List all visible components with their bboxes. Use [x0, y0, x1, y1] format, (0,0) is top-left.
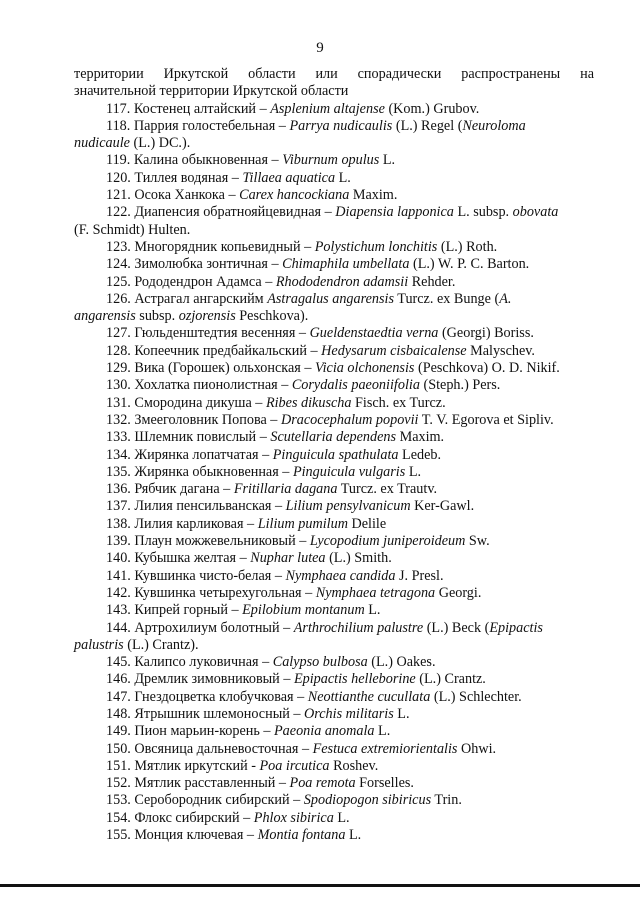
entry-text: Калипсо луковичная – — [130, 654, 273, 671]
entry-number: 125. — [106, 273, 131, 290]
list-item-line — [74, 360, 594, 377]
latin-name: palustris — [74, 636, 124, 653]
list-item — [74, 291, 594, 326]
entry-text: Паррия голостебельная – — [130, 117, 290, 134]
entry-text: (Steph.) Pers. — [419, 377, 501, 394]
list-item — [74, 360, 594, 377]
latin-name: Viburnum opulus — [282, 152, 380, 169]
list-item-line — [74, 429, 594, 446]
entry-number: 150. — [106, 740, 131, 757]
entry-text: Тиллея водяная – — [130, 169, 243, 186]
entry-number: 155. — [106, 827, 131, 844]
entry-text: Ятрышник шлемоносный – — [130, 705, 305, 722]
entry-text: Дремлик зимовниковый – — [130, 671, 294, 688]
entry-text: Копеечник предбайкальский – — [130, 342, 322, 359]
list-item — [74, 654, 594, 671]
list-item-line — [74, 827, 594, 844]
latin-name: Parrya nudicaulis — [289, 117, 393, 134]
latin-name: Epipactis — [489, 619, 543, 636]
list-item-line — [74, 654, 594, 671]
entry-number: 132. — [106, 411, 131, 428]
list-item — [74, 620, 594, 655]
latin-name: Vicia olchonensis — [314, 360, 415, 377]
entry-text: Астрагал ангарскийм — [130, 290, 268, 307]
list-item-continuation — [74, 135, 594, 152]
entry-text: Fisch. ex Turcz. — [351, 394, 446, 411]
list-item-line — [74, 620, 594, 637]
entry-text: (F. Schmidt) Hulten. — [74, 221, 191, 238]
entry-text: Кувшинка чисто-белая – — [130, 567, 286, 584]
list-item-line — [74, 204, 594, 221]
list-item-line — [74, 792, 594, 809]
list-item-line — [74, 412, 594, 429]
latin-name: Calypso bulbosa — [272, 654, 368, 671]
entry-text: L. — [393, 705, 410, 722]
list-item — [74, 533, 594, 550]
latin-name: Paeonia anomala — [274, 723, 375, 740]
entry-number: 123. — [106, 238, 131, 255]
list-item — [74, 412, 594, 429]
entry-text: Жирянка лопатчатая – — [130, 446, 273, 463]
list-item — [74, 550, 594, 567]
list-item — [74, 447, 594, 464]
entry-text: Флокс сибирский – — [130, 809, 254, 826]
entry-text: Кипрей горный – — [130, 602, 243, 619]
entry-text: L. — [335, 169, 351, 186]
list-item-line — [74, 239, 594, 256]
list-item-line — [74, 291, 594, 308]
list-item-line — [74, 568, 594, 585]
list-item — [74, 775, 594, 792]
list-item-line — [74, 602, 594, 619]
intro-paragraph — [74, 66, 594, 101]
entry-text: (L.) Roth. — [437, 238, 498, 255]
entry-text: Maxim. — [349, 187, 398, 204]
latin-name: Hedysarum cisbaicalense — [321, 342, 467, 359]
document-body — [74, 66, 594, 844]
latin-name: ozjorensis — [178, 308, 236, 325]
entry-number: 143. — [106, 602, 131, 619]
entry-text: (L.) Smith. — [325, 550, 392, 567]
latin-name: Diapensia lapponica — [335, 204, 454, 221]
latin-name: Orchis militaris — [304, 705, 394, 722]
page-bottom-border — [0, 884, 640, 887]
entry-text: (Kom.) Grubov. — [384, 100, 480, 117]
intro-line-2: значительной территории Иркутской области — [74, 83, 349, 100]
entry-text: Хохлатка пионолистная – — [130, 377, 292, 394]
list-item-line — [74, 343, 594, 360]
entry-number: 144. — [106, 619, 131, 636]
entry-text: Мятлик иркутский - — [130, 757, 260, 774]
entry-text: Rehder. — [408, 273, 456, 290]
entry-number: 124. — [106, 256, 131, 273]
latin-name: Pinguicula spathulata — [272, 446, 399, 463]
list-item — [74, 792, 594, 809]
entry-text: Malyschev. — [466, 342, 535, 359]
entry-number: 149. — [106, 723, 131, 740]
entry-text: L. — [333, 809, 350, 826]
list-item-line — [74, 325, 594, 342]
entry-number: 126. — [106, 290, 131, 307]
list-item-line — [74, 377, 594, 394]
list-item — [74, 118, 594, 153]
entry-text: Монция ключевая – — [130, 827, 258, 844]
entry-number: 134. — [106, 446, 131, 463]
list-item-line — [74, 758, 594, 775]
list-item — [74, 516, 594, 533]
list-item — [74, 395, 594, 412]
list-item-line — [74, 447, 594, 464]
entry-number: 140. — [106, 550, 131, 567]
list-item-line — [74, 101, 594, 118]
entry-number: 130. — [106, 377, 131, 394]
list-item — [74, 585, 594, 602]
latin-name: Epilobium montanum — [242, 602, 365, 619]
entry-text: Peschkova). — [235, 308, 309, 325]
entry-text: Змееголовник Попова – — [130, 411, 281, 428]
entry-text: (L.) Beck ( — [423, 619, 490, 636]
latin-name: Poa remota — [289, 775, 356, 792]
entry-text: (L.) Crantz. — [415, 671, 486, 688]
latin-name: angarensis — [74, 308, 136, 325]
latin-name: Lilium pensylvanicum — [285, 498, 411, 515]
latin-name: Carex hancockiana — [239, 187, 350, 204]
entry-text: Шлемник повислый – — [130, 429, 271, 446]
list-item — [74, 741, 594, 758]
list-item — [74, 152, 594, 169]
list-item — [74, 170, 594, 187]
latin-name: Neuroloma — [462, 117, 526, 134]
entry-number: 148. — [106, 705, 131, 722]
latin-name: Gueldenstaedtia verna — [309, 325, 439, 342]
latin-name: Chimaphila umbellata — [282, 256, 410, 273]
entry-text: Maxim. — [396, 429, 445, 446]
entry-number: 119. — [106, 152, 131, 169]
list-item — [74, 706, 594, 723]
list-item-continuation — [74, 637, 594, 654]
latin-name: Astragalus angarensis — [267, 290, 394, 307]
latin-name: Polystichum lonchitis — [314, 238, 438, 255]
list-item-continuation — [74, 308, 594, 325]
entry-text: Ledeb. — [398, 446, 442, 463]
entry-number: 137. — [106, 498, 131, 515]
entry-text: Калина обыкновенная – — [130, 152, 283, 169]
entry-number: 131. — [106, 394, 131, 411]
list-item — [74, 498, 594, 515]
latin-name: Pinguicula vulgaris — [292, 463, 406, 480]
latin-name: nudicaule — [74, 135, 130, 152]
entry-text: Delile — [347, 515, 387, 532]
list-item — [74, 689, 594, 706]
entry-number: 135. — [106, 463, 131, 480]
entry-number: 145. — [106, 654, 131, 671]
entry-text: Trin. — [431, 792, 462, 809]
entry-text: Артрохилиум болотный – — [130, 619, 294, 636]
latin-name: Scutellaria dependens — [270, 429, 397, 446]
list-item-line — [74, 498, 594, 515]
entry-number: 129. — [106, 360, 131, 377]
entry-number: 117. — [106, 100, 131, 117]
entry-text: Гнездоцветка клобучковая – — [130, 688, 308, 705]
entry-text: Кувшинка четырехугольная – — [130, 584, 316, 601]
entry-number: 154. — [106, 809, 131, 826]
latin-name: Nuphar lutea — [250, 550, 326, 567]
latin-name: Nymphaea tetragona — [315, 584, 436, 601]
entry-number: 122. — [106, 204, 131, 221]
entry-text: Пион марьин-корень – — [130, 723, 275, 740]
list-item-line — [74, 741, 594, 758]
entry-text: (L.) W. P. C. Barton. — [409, 256, 530, 273]
entry-text: Вика (Горошек) ольхонская – — [130, 360, 315, 377]
entry-text: L. subsp. — [453, 204, 513, 221]
entry-number: 127. — [106, 325, 131, 342]
entry-text: L. — [379, 152, 396, 169]
entry-number: 146. — [106, 671, 131, 688]
entry-text: Turcz. ex Bunge ( — [393, 290, 500, 307]
list-item — [74, 343, 594, 360]
list-item — [74, 101, 594, 118]
list-item-line — [74, 689, 594, 706]
latin-name: Asplenium altajense — [270, 100, 385, 117]
entry-text: Гюльденштедтия весенняя – — [130, 325, 310, 342]
entry-text: Лилия пенсильванская – — [130, 498, 286, 515]
latin-name: Spodiopogon sibiricus — [303, 792, 432, 809]
list-item — [74, 429, 594, 446]
list-item-line — [74, 706, 594, 723]
list-item — [74, 568, 594, 585]
entry-text: Кубышка желтая – — [130, 550, 251, 567]
latin-name: Dracocephalum popovii — [280, 411, 419, 428]
list-item — [74, 481, 594, 498]
list-item-line — [74, 152, 594, 169]
list-item-line — [74, 550, 594, 567]
list-item — [74, 274, 594, 291]
latin-name: Corydalis paeoniifolia — [291, 377, 420, 394]
latin-name: Epipactis helleborine — [293, 671, 416, 688]
entry-text: L. — [374, 723, 391, 740]
list-item-line — [74, 274, 594, 291]
latin-name: Ribes dikuscha — [265, 394, 352, 411]
list-item — [74, 758, 594, 775]
entry-text: (Georgi) Boriss. — [438, 325, 534, 342]
list-item-line — [74, 256, 594, 273]
list-item — [74, 239, 594, 256]
list-item — [74, 810, 594, 827]
latin-name: Fritillaria dagana — [233, 481, 338, 498]
latin-name: obovata — [512, 204, 559, 221]
list-item-line — [74, 585, 594, 602]
list-item — [74, 256, 594, 273]
entry-text: Осока Ханкока – — [130, 187, 240, 204]
latin-name: Lycopodium juniperoideum — [309, 533, 466, 550]
entry-text: Sw. — [465, 533, 490, 550]
entry-text: Ker-Gawl. — [410, 498, 475, 515]
latin-name: Neottianthe cucullata — [307, 688, 431, 705]
entry-text: (Peschkova) O. D. Nikif. — [414, 360, 560, 377]
latin-name: Poa ircutica — [259, 757, 330, 774]
list-item — [74, 377, 594, 394]
entry-number: 147. — [106, 688, 131, 705]
page-number: 9 — [316, 40, 324, 56]
latin-name: Festuca extremiorientalis — [312, 740, 458, 757]
entry-text: T. V. Egorova et Sipliv. — [418, 411, 554, 428]
entry-number: 118. — [106, 117, 131, 134]
entry-number: 141. — [106, 567, 131, 584]
entry-text: Forselles. — [355, 775, 414, 792]
species-list — [74, 101, 594, 845]
entry-text: L. — [364, 602, 381, 619]
list-item-line — [74, 533, 594, 550]
latin-name: A. — [499, 290, 512, 307]
entry-text: (L.) DC.). — [129, 135, 191, 152]
entry-text: Мятлик расставленный – — [130, 775, 290, 792]
latin-name: Montia fontana — [257, 827, 346, 844]
entry-number: 152. — [106, 775, 131, 792]
list-item-line — [74, 395, 594, 412]
latin-name: Nymphaea candida — [285, 567, 396, 584]
latin-name: Arthrochilium palustre — [293, 619, 424, 636]
list-item-line — [74, 118, 594, 135]
list-item-continuation — [74, 222, 594, 239]
entry-text: (L.) Schlechter. — [430, 688, 522, 705]
entry-text: Рододендрон Адамса – — [130, 273, 276, 290]
list-item-line — [74, 481, 594, 498]
list-item — [74, 602, 594, 619]
list-item — [74, 671, 594, 688]
entry-text: Жирянка обыкновенная – — [130, 463, 293, 480]
entry-text: L. — [345, 827, 362, 844]
entry-text: Ohwi. — [457, 740, 497, 757]
latin-name: Lilium pumilum — [257, 515, 348, 532]
list-item-line — [74, 464, 594, 481]
entry-number: 120. — [106, 169, 131, 186]
list-item-line — [74, 170, 594, 187]
entry-text: Костенец алтайский – — [130, 100, 271, 117]
latin-name: Tillaea aquatica — [242, 169, 336, 186]
entry-text: Зимолюбка зонтичная – — [130, 256, 283, 273]
list-item — [74, 204, 594, 239]
entry-text: Рябчик дагана – — [130, 481, 234, 498]
entry-text: Многорядник копьевидный – — [130, 238, 315, 255]
entry-number: 139. — [106, 533, 131, 550]
entry-text: Georgi. — [435, 584, 482, 601]
list-item-line — [74, 810, 594, 827]
entry-number: 136. — [106, 481, 131, 498]
latin-name: Rhododendron adamsii — [275, 273, 409, 290]
list-item-line — [74, 671, 594, 688]
entry-text: Серобородник сибирский – — [130, 792, 304, 809]
intro-line-1: территории Иркутской области или спорадически распространены на — [74, 66, 594, 82]
entry-text: Лилия карликовая – — [130, 515, 258, 532]
list-item-line — [74, 775, 594, 792]
entry-text: Диапенсия обратнояйцевидная – — [130, 204, 336, 221]
list-item-line — [74, 187, 594, 204]
list-item — [74, 827, 594, 844]
list-item-line — [74, 516, 594, 533]
entry-text: L. — [405, 463, 422, 480]
entry-text: (L.) Crantz). — [123, 636, 199, 653]
entry-text: J. Presl. — [395, 567, 444, 584]
entry-text: subsp. — [135, 308, 179, 325]
entry-text: Roshev. — [329, 757, 379, 774]
entry-text: Turcz. ex Trautv. — [337, 481, 438, 498]
entry-number: 121. — [106, 187, 131, 204]
entry-text: (L.) Oakes. — [367, 654, 436, 671]
entry-text: Плаун можжевельниковый – — [130, 533, 310, 550]
list-item — [74, 187, 594, 204]
list-item-line — [74, 723, 594, 740]
entry-number: 142. — [106, 584, 131, 601]
entry-number: 151. — [106, 757, 131, 774]
entry-number: 128. — [106, 342, 131, 359]
latin-name: Phlox sibirica — [253, 809, 334, 826]
list-item — [74, 325, 594, 342]
list-item — [74, 723, 594, 740]
entry-text: Овсяница дальневосточная – — [130, 740, 313, 757]
entry-number: 133. — [106, 429, 131, 446]
entry-number: 153. — [106, 792, 131, 809]
entry-text: Смородина дикуша – — [130, 394, 266, 411]
list-item — [74, 464, 594, 481]
entry-number: 138. — [106, 515, 131, 532]
entry-text: (L.) Regel ( — [392, 117, 463, 134]
